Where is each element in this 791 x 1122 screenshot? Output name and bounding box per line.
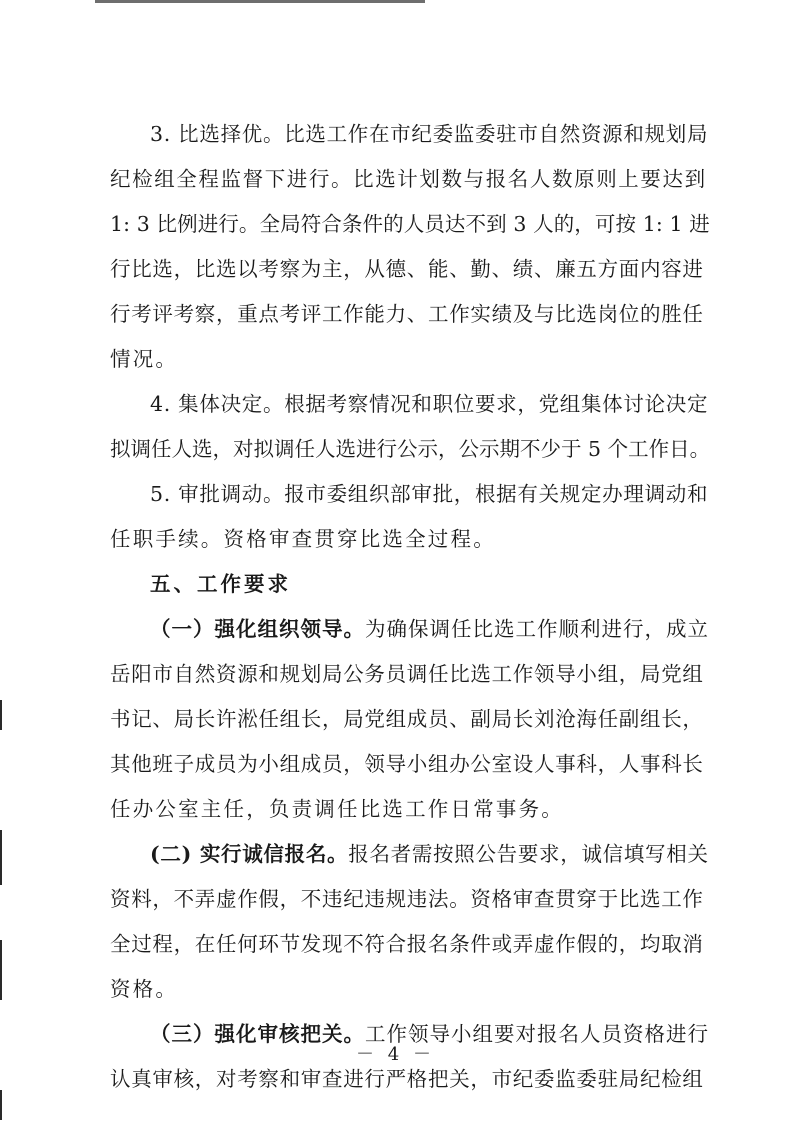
paragraph-line: 4. 集体决定。根据考察情况和职位要求，党组集体讨论决定 — [150, 392, 709, 416]
paragraph-line: 资格。 — [110, 977, 179, 1001]
paragraph-line: 5. 审批调动。报市委组织部审批，根据有关规定办理调动和 — [150, 482, 709, 506]
paragraph-line: 1: 3 比例进行。全局符合条件的人员达不到 3 人的，可按 1: 1 进 — [110, 212, 710, 236]
scan-edge-mark — [0, 1090, 2, 1120]
subsection-title: （一）强化组织领导。 — [150, 617, 365, 641]
paragraph-line: 认真审核，对考察和审查进行严格把关，市纪委监委驻局纪检组 — [110, 1067, 704, 1091]
paragraph-line: 行比选，比选以考察为主，从德、能、勤、绩、廉五方面内容进 — [110, 257, 704, 281]
scan-edge-mark — [0, 700, 2, 730]
paragraph-line: （一）强化组织领导。为确保调任比选工作顺利进行，成立 — [150, 617, 709, 641]
paragraph-line: 其他班子成员为小组成员，领导小组办公室设人事科，人事科长 — [110, 752, 704, 776]
page-number: － 4 － — [356, 1044, 435, 1065]
subsection-title: （三）强化审核把关。 — [150, 1022, 365, 1046]
item-number: 3. 比选择优。 — [150, 122, 285, 146]
paragraph-line: 拟调任人选，对拟调任人选进行公示，公示期不少于 5 个工作日。 — [110, 437, 711, 461]
paragraph-line: 情况。 — [110, 347, 179, 371]
paragraph-line: 全过程，在任何环节发现不符合报名条件或弄虚作假的，均取消 — [110, 932, 704, 956]
paragraph-line: 岳阳市自然资源和规划局公务员调任比选工作领导小组，局党组 — [110, 662, 704, 686]
scan-edge-mark — [0, 830, 2, 885]
scan-edge-top — [95, 0, 425, 3]
section-heading: 五、工作要求 — [150, 572, 291, 596]
paragraph-line: （三）强化审核把关。工作领导小组要对报名人员资格进行 — [150, 1022, 709, 1046]
paragraph-line: 任职手续。资格审查贯穿比选全过程。 — [110, 527, 496, 551]
item-number: 5. 审批调动。 — [150, 482, 285, 506]
subsection-title: (二) 实行诚信报名。 — [150, 842, 349, 866]
paragraph-line: 行考评考察，重点考评工作能力、工作实绩及与比选岗位的胜任 — [110, 302, 704, 326]
paragraph-line: 纪检组全程监督下进行。比选计划数与报名人数原则上要达到 — [110, 167, 707, 191]
paragraph-line: (二) 实行诚信报名。报名者需按照公告要求，诚信填写相关 — [150, 842, 709, 866]
scan-edge-mark — [0, 940, 2, 1000]
item-number: 4. 集体决定。 — [150, 392, 285, 416]
paragraph-line: 书记、局长许淞任组长，局党组成员、副局长刘沧海任副组长， — [110, 707, 704, 731]
paragraph-line: 资料，不弄虚作假，不违纪违规违法。资格审查贯穿于比选工作 — [110, 887, 704, 911]
paragraph-line: 3. 比选择优。比选工作在市纪委监委驻市自然资源和规划局 — [150, 122, 709, 146]
paragraph-line: 任办公室主任，负责调任比选工作日常事务。 — [110, 797, 564, 821]
